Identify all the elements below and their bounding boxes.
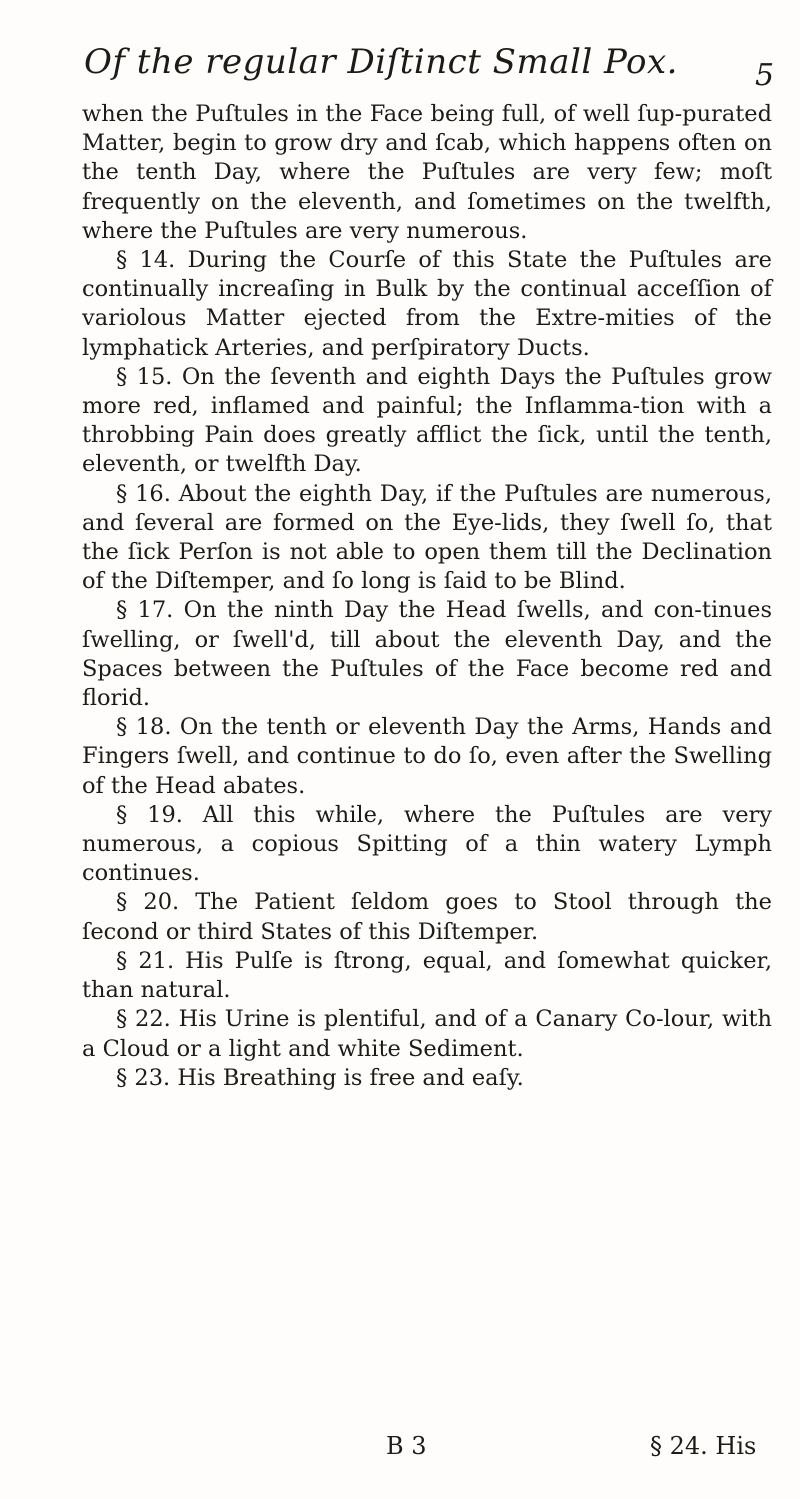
paragraph: § 19. All this while, where the Puſtules are very numerous, a copious Spitting of a thin watery Lymph continues. — [82, 801, 772, 887]
page-header — [0, 42, 800, 102]
page-footer — [0, 1432, 800, 1472]
running-title: Of the regular Diſtinct Small Pox. — [84, 42, 678, 82]
paragraph: § 22. His Urine is plentiful, and of a Canary Co-lour, with a Cloud or a light and white Sediment. — [82, 1006, 772, 1062]
paragraph: § 20. The Patient ſeldom goes to Stool through the ſecond or third States of this Diſtemper. — [82, 889, 772, 945]
paragraph: § 14. During the Courſe of this State the Puſtules are continually increaſing in Bulk by the continual acceſſion of variolous Matter ejected from the Extre-mities of the lymphatick Arteries, and perſpiratory Ducts. — [82, 247, 772, 361]
paragraph: when the Puſtules in the Face being full, of well ſup-purated Matter, begin to grow dry and ſcab, which happens often on the tenth Day, where the Puſtules are very few; moſt frequently on the eleventh, and ſometimes on the twelfth, where the Puſtules are very numerous. — [82, 101, 772, 244]
page-number: 5 — [755, 58, 775, 93]
paragraph: § 23. His Breathing is free and eaſy. — [116, 1064, 524, 1091]
body-text — [82, 100, 772, 1093]
paragraph: § 15. On the ſeventh and eighth Days the Puſtules grow more red, inflamed and painful; the Inflamma-tion with a throbbing Pain does greatly afflict the ſick, until the tenth, eleventh, or twelfth Day. — [82, 363, 772, 478]
signature-mark: B 3 — [386, 1432, 427, 1460]
paragraph: § 17. On the ninth Day the Head ſwells, and con-tinues ſwelling, or ſwell'd, till about the eleventh Day, and the Spaces between the Puſtules of the Face become red and florid. — [82, 597, 772, 712]
paragraph: § 21. His Pulſe is ſtrong, equal, and ſomewhat quicker, than natural. — [82, 947, 772, 1004]
catchword: § 24. His — [650, 1432, 757, 1460]
paragraph: § 18. On the tenth or eleventh Day the Arms, Hands and Fingers ſwell, and continue to do ſo, even after the Swelling of the Head abates. — [82, 714, 772, 799]
paragraph: § 16. About the eighth Day, if the Puſtules are numerous, and ſeveral are formed on the Eye-lids, they ſwell ſo, that the ſick Perſon is not able to open them till the Declination of the Diſtemper, and ſo long is ſaid to be Blind. — [82, 480, 772, 595]
